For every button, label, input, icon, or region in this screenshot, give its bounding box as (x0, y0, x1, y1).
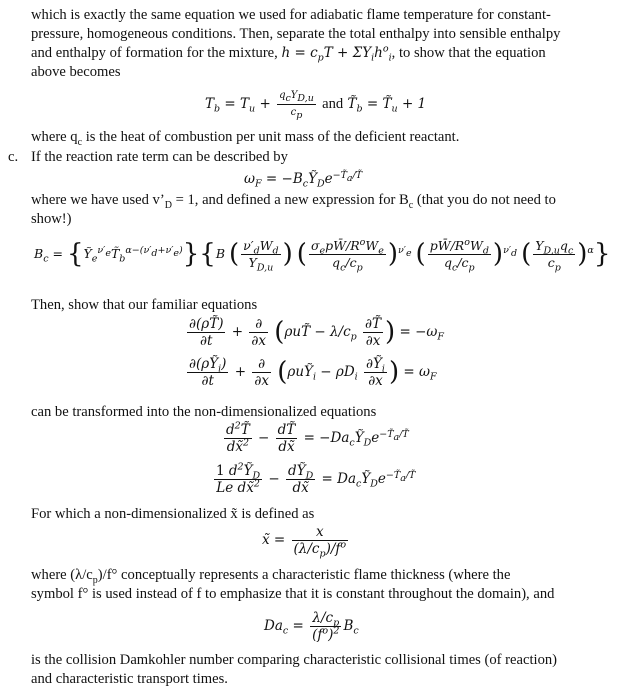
equation-damkohler: $Da_c$ = $\frac{\lambda/c_p}{(f^o)^2}$ $B_c$ (264, 610, 359, 643)
show-text: Then, show that our familiar equations (31, 297, 258, 313)
equation-energy-dimensional: $\frac{\partial(\rho T̃)}{\partial t}$ + $\frac{\partial}{\partial x}$ (ρuT̃ − $\lambda/c_p$ $\frac{\partial T̃}{\partial x}$ ) = $-\omega_F$ (189, 316, 445, 349)
equation-bc: $B_c$ = $\{Ỹ_e^{\nu'_e}T̃_b^{\alpha-(\nu'_d+\nu'_e)}\}\{B$ ( $\frac{\nu'_dW_d}{Y_{D,u}}$ ) ( $\frac{\sigma_epW̄/R^oW_e}{q_c/c_p}$ )$^{\nu'_e}$ ( $\frac{pW̄/R^oW_d}{q_c/c_p}$ )$^{\nu'_d}$ ( $\frac{Y_{D,u}q_c}{c_p}$ )$^\alpha$} (34, 236, 611, 274)
equation-species-nondimensional: $\frac{1 d^2Ỹ_D}{Le dx̃^2}$ − $\frac{dỸ_D}{dx̃}$ = $Da_cỸ_De^{-T̃_a/T̃}$ (216, 461, 416, 496)
equation-energy-nondimensional: $\frac{d^2T̃}{dx̃^2}$ − $\frac{dT̃}{dx̃}$ = $-Da_cỸ_De^{-T̃_a/T̃}$ (226, 420, 409, 455)
equation-burned-temperature: $T_b = T_u$ + $\frac{q_cY_{D,u}}{c_p}$ and $T̃_b$ = $T̃_u + 1$ (205, 90, 427, 121)
item-c-text: If the reaction rate term can be described by (31, 149, 288, 165)
paragraph-heat-of-combustion: where $q_c$ is the heat of combustion per unit mass of the deficient reactant. (31, 129, 460, 148)
xdef-text: For which a non-dimensionalized x̃ is defined as (31, 506, 315, 522)
paragraph-flame-thickness: where $(\lambda/c_p)/f^\circ$ conceptually represents a characteristic flame thickness (where the symbol f° is used instead of f to emphasize that it is constant throughout the domain), and (31, 567, 555, 602)
paragraph-intro (31, 6, 611, 82)
intro-line-2: pressure, homogeneous conditions. Then, separate the total enthalpy into sensible enthalpy (31, 26, 561, 42)
equation-x-nondimensional: x̃ = $\frac{x}{(\lambda/c_p)/f^o}$ (262, 524, 347, 560)
intro-line-4: above becomes (31, 64, 121, 80)
equation-reaction-rate: $\omega_F$ = $-B_cỸ_De^{-T̃_a/T̃}$ (244, 169, 363, 190)
paragraph-bc-definition: where we have used $v’_D = 1$, and defined a new expression for $B_c$ (that you do not need to show!) (31, 192, 556, 227)
intro-line-3: and enthalpy of formation for the mixture, $h = c_pT + \Sigma Y_ih^o_i$, to show that the equation (31, 43, 546, 64)
item-c-label: c. (8, 149, 19, 165)
equation-species-dimensional: $\frac{\partial(\rho Ỹ_i)}{\partial t}$ + $\frac{\partial}{\partial x}$ (ρuỸ$_i$ − $\rho D_i$ $\frac{\partial Ỹ_i}{\partial x}$ ) = $\omega_F$ (189, 356, 437, 389)
nondim-text: can be transformed into the non-dimensionalized equations (31, 404, 377, 420)
paragraph-damkohler-description: is the collision Damkohler number comparing characteristic collisional times (of reaction) and characteristic transport times. (31, 652, 558, 687)
intro-line-1: which is exactly the same equation we used for adiabatic flame temperature for constant- (31, 7, 551, 23)
